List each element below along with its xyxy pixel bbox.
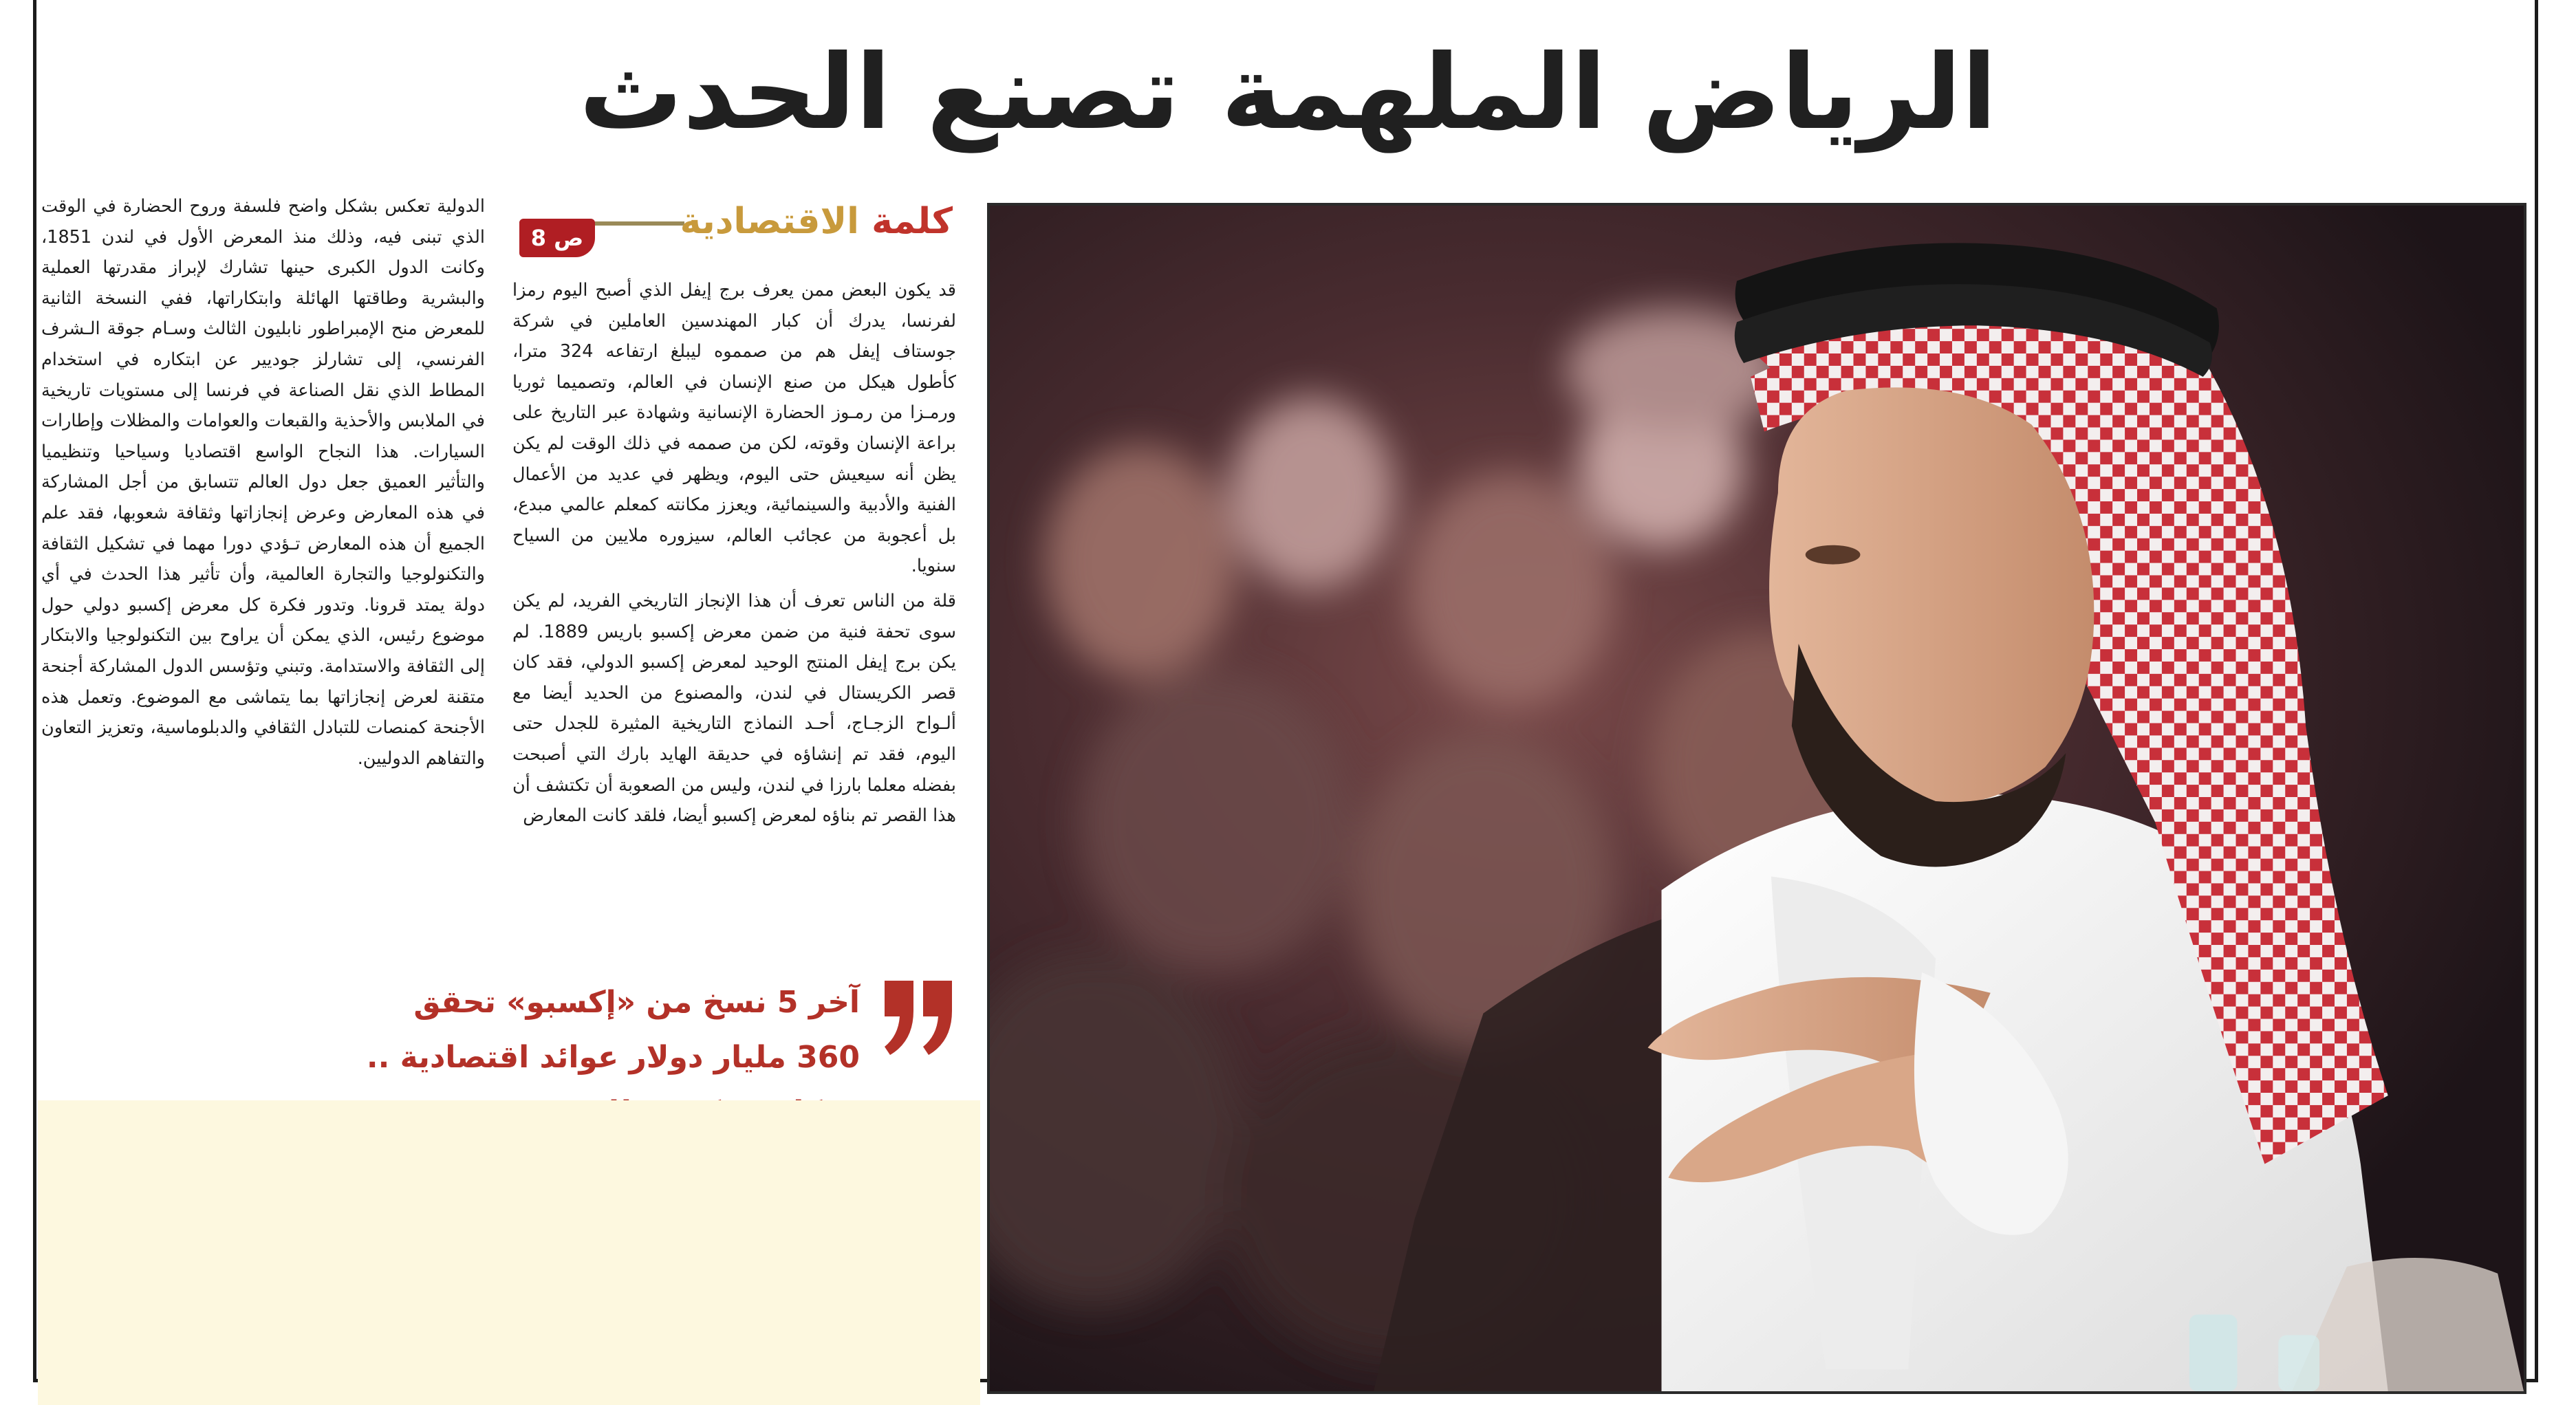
middle-paragraph-2: قلة من الناس تعرف أن هذا الإنجاز التاريخي الفريد، لم يكن سوى تحفة فنية من ضمن معرض إكسبو باريس 1889. لم يكن برج إيفل المنتج الوحيد لمعرض إكسبو الدولي، فقد كان قصر الكريستال في لندن، والمصنوع من الحديد أيضا مع ألـواح الزجـاج، أحـد النماذج التاريخية المثيرة للجدل حتى اليوم، فقد تم إنشاؤه في حديقة الهايد بارك التي أصبحت بفضله معلما بارزا في لندن، وليس من الصعوبة أن تكتشف أن هذا القصر تم بناؤه لمعرض إكسبو أيضا، فلقد كانت المعارض — [512, 590, 956, 827]
column-label-word-2: الاقتصادية — [680, 201, 860, 242]
featured-photo — [987, 203, 2526, 1394]
headline-part-2: تصنع الحدث — [578, 33, 1180, 153]
pull-quote-text: آخر 5 نسخ من «إكسبو» تحقق 360 مليار دولار عوائد اقتصادية .. — [366, 985, 860, 1075]
headline-part-1: الرياض الملهمة — [1221, 33, 1998, 153]
left-paragraph-1: الدولية تعكس بشكل واضح فلسفة وروح الحضارة في الوقت الذي تبنى فيه، وذلك منذ المعرض الأول في لندن 1851، وكانت الدول الكبرى حينها تشارك لإبراز مقدرتها العملية والبشرية وطاقتها الهائلة وابتكاراتها، ففي النسخة الثانية للمعرض منح الإمبراطور نابليون الثالث وسـام جوقة الـشرف الفرنسي، إلى تشارلز جوديير عن ابتكاره في استخدام المطاط الذي نقل الصناعة في فرنسا إلى مستويات تاريخية في الملابس والأحذية والقبعات والعوامات والمظلات وإطارات السيارات. هذا النجاح الواسع اقتصاديا وسياحيا وتنظيميا والتأثير العميق جعل دول العالم تتسابق من أجل المشاركة في هذه المعارض وعرض إنجازاتها وثقافة شعوبها، فقد علم الجميع أن هذه المعارض تـؤدي دورا مهما في تشكيل الثقافة والتكنولوجيا والتجارة العالمية، وأن تأثير هذا الحدث في أي دولة يمتد قرونا. وتدور فكرة كل معرض إكسبو دولي حول موضوع رئيس، الذي يمكن أن يراوح بين التكنولوجيا والابتكار إلى الثقافة والاستدامة. وتبني وتؤسس الدول المشاركة أجنحة متقنة لعرض إنجازاتها بما يتماشى مع الموضوع. وتعمل هذه الأجنحة كمنصات للتبادل الثقافي والدبلوماسية، وتعزيز التعاون والتفاهم الدوليين. — [41, 196, 485, 769]
middle-paragraph-1: قد يكون البعض ممن يعرف برج إيفل الذي أصبح اليوم رمزا لفرنسا، يدرك أن كبار المهندسين العاملين في شركة جوستاف إيفل هم من صمموه ليبلغ ارتفاعه 324 مترا، كأطول هيكل من صنع الإنسان في العالم، وتصميما ثوريا ورمـزا من رمـوز الحضارة الإنسانية وشهادة عبر التاريخ على براعة الإنسان وقوته، لكن من صممه في ذلك الوقت لم يكن يظن أنه سيعيش حتى اليوم، ويظهر في عديد من الأعمال الفنية والأدبية والسينمائية، ويعزز مكانته كمعلم عالمي مبدع، بل أعجوبة من عجائب العالم، سيزوره ملايين من السياح سنويا. — [512, 280, 956, 577]
middle-text-column — [512, 275, 956, 963]
headline — [275, 21, 2301, 165]
pull-quote — [351, 975, 956, 1106]
left-text-column — [41, 191, 485, 963]
column-label-text — [680, 199, 953, 243]
cream-panel — [38, 1100, 980, 1405]
page-reference-badge: ص 8 — [519, 219, 595, 257]
quote-mark-icon — [880, 975, 956, 1058]
column-label-word-1: كلمة — [872, 201, 953, 242]
photo-illustration — [990, 206, 2524, 1391]
